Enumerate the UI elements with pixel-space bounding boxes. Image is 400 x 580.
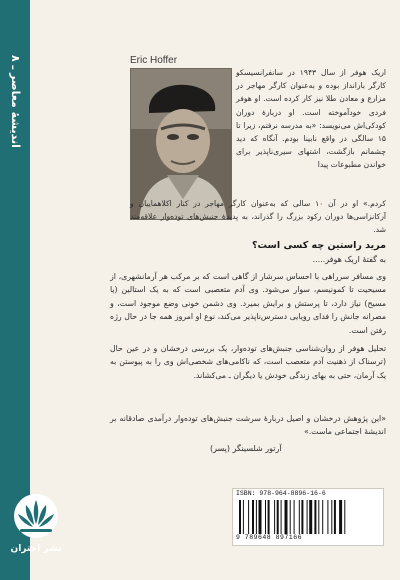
barcode-panel [232,488,384,546]
publisher-logo [6,490,66,570]
water-fountain-logo-icon [6,490,66,546]
series-title: اندیشهٔ معاصر ـ ۸ [9,55,22,148]
isbn-text: ISBN: 978-964-8896-16-6 [236,490,326,497]
author-bio-continued: کردم.» او در آن ۱۰ سالی که به‌عنوان کارگر مهاجر در کنار اکلاهماییان و آرکانزاسی‌ها دوران رکود بزرگ را گذراند، به پدیدهٔ جنبش‌های توده‌وار علاقه‌مند شد. [130,199,386,235]
body-paragraph-1: وی مسافر سرراهی با احساس سرشار از گاهی است که بر مرکب هر آرمانشهری، از مسیحیت تا کمونیسم، سوار می‌شود. وی آدم متعصبی است که به یک استالین (یا مسیح) نیاز دارد، تا پرستش و برایش بمیرد. وی دشمن خونی وضع موجود است، و مصرانه جانش را فدای رویایی دسترس‌ناپذیر می‌کند، نوع او امروز همه جا در حال رژه رفتن است. [110,272,386,335]
publisher-name: نشر اختران [10,544,62,554]
body-paragraph-2: تحلیل هوفر از روان‌شناسی جنبش‌های توده‌وار، یک بررسی درخشان و در عین حال (ترسناک از ذهنیت آدم متعصب است، که ناکامی‌های شخصی‌اش وی را به پیوستن به یک آرمان، حتی به بهای زندگی خودش یا دیگران ـ می‌کشاند. [110,344,386,380]
author-bio: اریک هوفر از سال ۱۹۴۳ در سانفرانسیسکو کارگر بارانداز بوده و به‌عنوان کارگر مهاجر در مزارع و معادن طلا نیز کار کرده است. او هوفر فردی خودآموخته است. او دربارهٔ دوران کودکی‌اش می‌نویسد: «به مدرسه نرفتم، زیرا تا ۱۵ سالگی در واقع نابینا بودم. آنگاه که دید چشمانم بازگشت، اشتهای سیری‌ناپذیر برای خواندن مطبوعات پیدا [236,68,386,170]
barcode-digits: 9 789648 897166 [236,534,303,541]
barcode-icon [239,500,377,534]
author-name-latin: Eric Hoffer [130,55,178,66]
quote-author: آرتور شلسینگر (پسر) [210,444,282,453]
section-heading: مرید راستین چه کسی است؟ [251,240,386,251]
quote-paragraph: «این پژوهش درخشان و اصیل دربارهٔ سرشت جنبش‌های توده‌وار درآمدی صادقانه بر اندیشهٔ اجتماعی ماست.» [110,414,386,437]
section-subheading: به گفتهٔ اریک هوفر..... [312,255,386,264]
spine-band [0,0,62,580]
